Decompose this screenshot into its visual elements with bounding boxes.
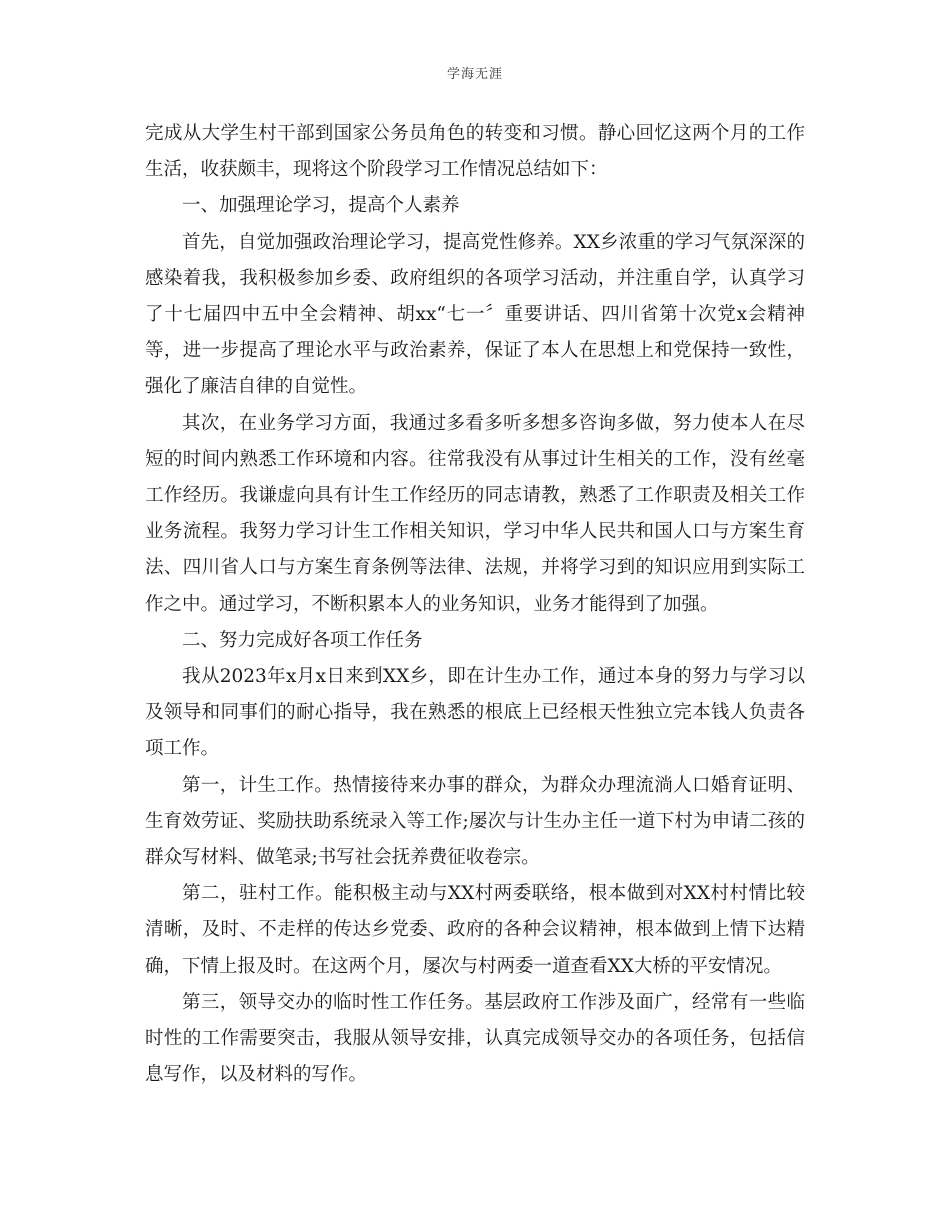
paragraph-political-study: 首先，自觉加强政治理论学习，提高党性修养。XX乡浓重的学习气氛深深的感染着我，我积极参加乡委、政府组织的各项学习活动，并注重自学，认真学习了十七届四中五中全会精神、胡xx“七一〞重要讲话、四川省第十次党x会精神等，进一步提高了理论水平与政治素养，保证了本人在思想上和党保持一致性，强化了廉洁自律的自觉性。	[145, 231, 805, 398]
page-header: 学海无涯	[446, 67, 503, 82]
section-heading-2: 二、努力完成好各项工作任务	[182, 629, 423, 651]
section-heading-1: 一、加强理论学习，提高个人素养	[182, 195, 460, 217]
paragraph-work-start: 我从2023年x月x日来到XX乡，即在计生办工作，通过本身的努力与学习以及领导和同事们的耐心指导，我在熟悉的根底上已经根天性独立完本钱人负责各项工作。	[145, 666, 805, 760]
paragraph-intro: 完成从大学生村干部到国家公务员角色的转变和习惯。静心回忆这两个月的工作生活，收获颇丰，现将这个阶段学习工作情况总结如下：	[145, 123, 805, 181]
document-body	[145, 116, 805, 1093]
paragraph-village-work: 第二，驻村工作。能积极主动与XX村两委联络，根本做到对XX村村情比较清晰，及时、不走样的传达乡党委、政府的各种会议精神，根本做到上情下达精确，下情上报及时。在这两个月，屡次与村两委一道查看XX大桥的平安情况。	[145, 883, 805, 977]
paragraph-temporary-tasks: 第三，领导交办的临时性工作任务。基层政府工作涉及面广，经常有一些临时性的工作需要突击，我服从领导安排，认真完成领导交办的各项任务，包括信息写作，以及材料的写作。	[145, 991, 805, 1086]
paragraph-business-study: 其次，在业务学习方面，我通过多看多听多想多咨询多做，努力使本人在尽短的时间内熟悉工作环境和内容。往常我没有从事过计生相关的工作，没有丝毫工作经历。我谦虚向具有计生工作经历的同志请教，熟悉了工作职责及相关工作业务流程。我努力学习计生工作相关知识，学习中华人民共和国人口与方案生育法、四川省人口与方案生育条例等法律、法规，并将学习到的知识应用到实际工作之中。通过学习，不断积累本人的业务知识，业务才能得到了加强。	[145, 412, 805, 615]
paragraph-family-planning: 第一，计生工作。热情接待来办事的群众，为群众办理流淌人口婚育证明、生育效劳证、奖励扶助系统录入等工作;屡次与计生办主任一道下村为申请二孩的群众写材料、做笔录;书写社会抚养费征收卷宗。	[145, 774, 805, 869]
